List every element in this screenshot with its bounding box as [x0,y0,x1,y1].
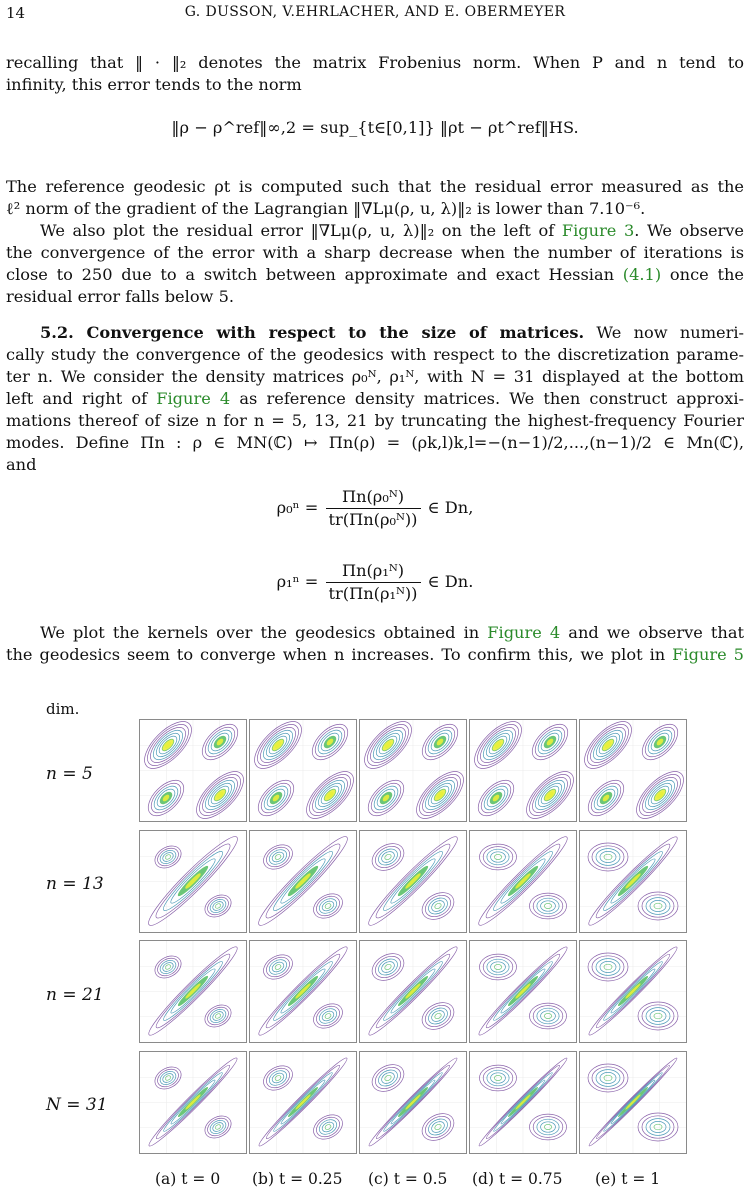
kernel-panel-r1-c2 [249,719,357,822]
kernel-panel-r2-c4 [469,830,577,933]
equation-norm: ‖ρ − ρ^ref‖∞,2 = sup_{t∈[0,1]} ‖ρt − ρt^ref‖HS. [171,118,579,137]
caption-d: (d) t = 0.75 [472,1170,563,1188]
caption-a: (a) t = 0 [155,1170,221,1188]
section-line5: mations thereof of size n for n = 5, 13, 21 by truncating the highest-frequency Fourier [6,411,744,430]
paragraph3-line1: We also plot the residual error ‖∇Lμ(ρ, u, λ)‖₂ on the left of Figure 3. We observe [40,221,744,240]
paragraph4-line2: the geodesics seem to converge when n increases. To confirm this, we plot in Figure 5 [6,645,744,664]
kernel-panel-r4-c5 [579,1051,687,1154]
kernel-panel-r2-c2 [249,830,357,933]
equation-rho1: ρ₁ⁿ = $\frac{\text{Πn(ρ₁ᴺ)}}{\text{tr(Πn(ρ₁ᴺ))}}$ ∈ Dn. [276,561,474,603]
kernel-panel-r3-c4 [469,940,577,1043]
page-header [6,4,744,26]
kernel-panel-r1-c4 [469,719,577,822]
section-line6: modes. Define Πn : ρ ∈ MN(ℂ) ↦ Πn(ρ) = (ρk,l)k,l=−(n−1)/2,...,(n−1)/2 ∈ Mn(ℂ), [6,433,744,452]
section-line3: ter n. We consider the density matrices ρ₀ᴺ, ρ₁ᴺ, with N = 31 displayed at the bottom [6,367,744,386]
kernel-panel-r3-c3 [359,940,467,1043]
equation-rho0: ρ₀ⁿ = $\frac{\text{Πn(ρ₀ᴺ)}}{\text{tr(Πn(ρ₀ᴺ))}}$ ∈ Dn, [276,487,474,529]
row-label-N31: N = 31 [46,1095,108,1115]
kernel-panel-r4-c3 [359,1051,467,1154]
caption-b: (b) t = 0.25 [252,1170,343,1188]
kernel-panel-r4-c4 [469,1051,577,1154]
paragraph2-line2: ℓ² norm of the gradient of the Lagrangian ‖∇Lμ(ρ, u, λ)‖₂ is lower than 7.10⁻⁶. [6,199,646,218]
kernel-panel-r2-c1 [139,830,247,933]
paragraph1-line2: infinity, this error tends to the norm [6,75,302,94]
section-title: 5.2. Convergence with respect to the size of matrices. [40,323,585,342]
equation-4-1-link[interactable]: (4.1) [622,265,662,284]
kernel-panel-r3-c1 [139,940,247,1043]
caption-e: (e) t = 1 [595,1170,661,1188]
paragraph1-line1: recalling that ‖ · ‖₂ denotes the matrix Frobenius norm. When P and n tend to [6,53,744,72]
row-label-n21: n = 21 [46,985,104,1005]
section-line1: 5.2. Convergence with respect to the size of matrices. We now numeri- [40,323,745,342]
paragraph3-line3: close to 250 due to a switch between approximate and exact Hessian (4.1) once the [6,265,744,284]
kernel-panel-r1-c5 [579,719,687,822]
running-title: G. DUSSON, V.EHRLACHER, AND E. OBERMEYER [184,4,566,20]
figure3-link[interactable]: Figure 3 [561,221,635,240]
figure4-link[interactable]: Figure 4 [156,389,231,408]
kernel-panel-r1-c1 [139,719,247,822]
kernel-panel-r4-c1 [139,1051,247,1154]
kernel-panel-r2-c3 [359,830,467,933]
kernel-panel-r1-c3 [359,719,467,822]
figure-dim-label: dim. [46,700,80,718]
paragraph3-line4: residual error falls below 5. [6,287,235,306]
kernel-panel-r3-c2 [249,940,357,1043]
paragraph2-line1: The reference geodesic ρt is computed such that the residual error measured as the [6,177,744,196]
page-number: 14 [6,4,26,22]
caption-c: (c) t = 0.5 [368,1170,448,1188]
section-line2: cally study the convergence of the geodesics with respect to the discretization parame- [6,345,744,364]
paragraph3-line2: the convergence of the error with a sharp decrease when the number of iterations is [6,243,744,262]
row-label-n13: n = 13 [46,874,104,894]
kernel-panel-r3-c5 [579,940,687,1043]
kernel-panel-r2-c5 [579,830,687,933]
figure4-link-2[interactable]: Figure 4 [487,623,561,642]
kernel-panel-r4-c2 [249,1051,357,1154]
figure5-link[interactable]: Figure 5 [672,645,744,664]
section-line4: left and right of Figure 4 as reference density matrices. We then construct approxi- [6,389,744,408]
section-line7: and [6,455,37,474]
row-label-n5: n = 5 [46,764,93,784]
paragraph4-line1: We plot the kernels over the geodesics obtained in Figure 4 and we observe that [40,623,744,642]
